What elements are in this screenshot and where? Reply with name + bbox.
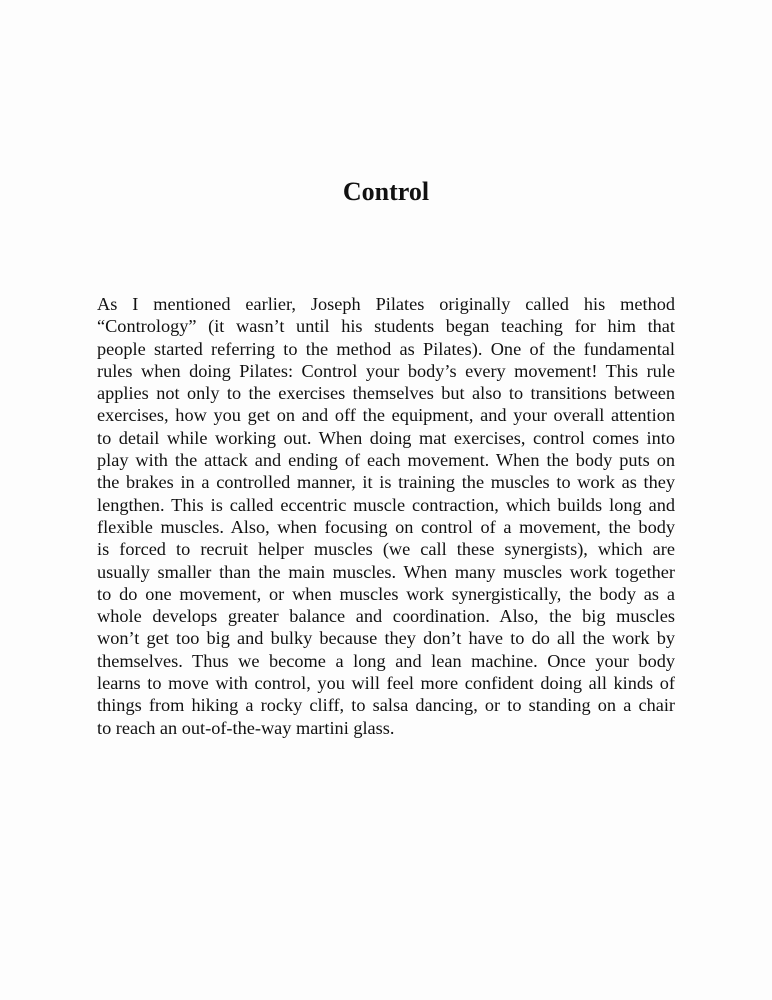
paragraph-line: lengthen. This is called eccentric muscle contraction, which builds long and xyxy=(97,494,675,515)
paragraph-line: won’t get too big and bulky because they don’t have to do all the work by xyxy=(97,628,675,649)
paragraph-line: rules when doing Pilates: Control your body’s every movement! This rule xyxy=(97,360,675,381)
paragraph-line: to reach an out-of-the-way martini glass. xyxy=(97,717,395,738)
paragraph-line: flexible muscles. Also, when focusing on control of a movement, the body xyxy=(97,516,675,537)
paragraph-line: to do one movement, or when muscles work synergistically, the body as a xyxy=(97,583,675,604)
paragraph-line: play with the attack and ending of each movement. When the body puts on xyxy=(97,450,675,471)
paragraph-line: things from hiking a rocky cliff, to salsa dancing, or to standing on a chair xyxy=(97,695,675,716)
paragraph-line: As I mentioned earlier, Joseph Pilates originally called his method xyxy=(97,294,675,314)
paragraph-line: to detail while working out. When doing mat exercises, control comes into xyxy=(97,427,675,448)
paragraph-line: whole develops greater balance and coordination. Also, the big muscles xyxy=(97,606,675,627)
paragraph-line: applies not only to the exercises themselves but also to transitions between xyxy=(97,383,675,404)
paragraph-line: themselves. Thus we become a long and lean machine. Once your body xyxy=(97,650,675,671)
page-title: Control xyxy=(342,177,430,206)
paragraph-line: usually smaller than the main muscles. When many muscles work together xyxy=(97,561,675,582)
paragraph-line: people started referring to the method as Pilates). One of the fundamental xyxy=(97,338,675,359)
paragraph-line: learns to move with control, you will feel more confident doing all kinds of xyxy=(97,673,675,694)
paragraph-line: “Contrology” (it wasn’t until his students began teaching for him that xyxy=(97,316,675,337)
paragraph-line: the brakes in a controlled manner, it is training the muscles to work as they xyxy=(97,472,675,493)
paragraph-line: exercises, how you get on and off the equipment, and your overall attention xyxy=(97,405,675,426)
paragraph-line: is forced to recruit helper muscles (we call these synergists), which are xyxy=(97,539,675,560)
body-paragraph xyxy=(97,293,675,739)
